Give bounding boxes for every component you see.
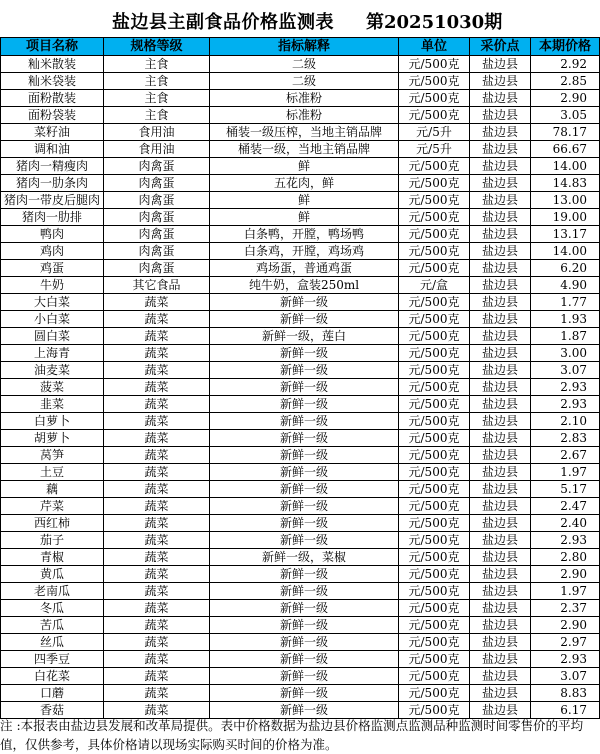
description-cell: 鲜 (210, 158, 399, 175)
description-cell: 新鲜一级 (210, 515, 399, 532)
table-header-row (1, 38, 600, 56)
location-cell: 盐边县 (470, 90, 531, 107)
report-title-row (0, 0, 600, 38)
item-name-cell: 调和油 (1, 141, 104, 158)
item-name-cell: 鸡肉 (1, 243, 104, 260)
location-cell: 盐边县 (470, 73, 531, 90)
table-row (1, 328, 600, 345)
item-name-cell: 大白菜 (1, 294, 104, 311)
unit-cell: 元/500克 (399, 498, 470, 515)
description-cell: 新鲜一级 (210, 430, 399, 447)
grade-cell: 蔬菜 (104, 685, 210, 702)
unit-cell: 元/500克 (399, 362, 470, 379)
table-row (1, 515, 600, 532)
table-row (1, 73, 600, 90)
table-row (1, 498, 600, 515)
grade-cell: 肉禽蛋 (104, 260, 210, 277)
location-cell: 盐边县 (470, 260, 531, 277)
price-cell: 2.93 (531, 379, 600, 396)
table-row (1, 209, 600, 226)
description-cell: 新鲜一级 (210, 413, 399, 430)
unit-cell: 元/500克 (399, 243, 470, 260)
grade-cell: 肉禽蛋 (104, 175, 210, 192)
price-cell: 1.97 (531, 583, 600, 600)
unit-cell: 元/500克 (399, 464, 470, 481)
item-name-cell: 上海青 (1, 345, 104, 362)
location-cell: 盐边县 (470, 277, 531, 294)
item-name-cell: 圆白菜 (1, 328, 104, 345)
price-cell: 19.00 (531, 209, 600, 226)
unit-cell: 元/500克 (399, 345, 470, 362)
table-row (1, 107, 600, 124)
description-cell: 新鲜一级 (210, 464, 399, 481)
table-row (1, 175, 600, 192)
location-cell: 盐边县 (470, 651, 531, 668)
grade-cell: 蔬菜 (104, 702, 210, 719)
location-cell: 盐边县 (470, 464, 531, 481)
unit-cell: 元/500克 (399, 549, 470, 566)
unit-cell: 元/盒 (399, 277, 470, 294)
description-cell: 新鲜一级 (210, 294, 399, 311)
description-cell: 鸡场蛋，普通鸡蛋 (210, 260, 399, 277)
unit-cell: 元/500克 (399, 634, 470, 651)
location-cell: 盐边县 (470, 685, 531, 702)
grade-cell: 主食 (104, 56, 210, 73)
location-cell: 盐边县 (470, 226, 531, 243)
description-cell: 五花肉，鲜 (210, 175, 399, 192)
price-cell: 3.07 (531, 668, 600, 685)
table-row (1, 447, 600, 464)
unit-cell: 元/500克 (399, 73, 470, 90)
item-name-cell: 鸭肉 (1, 226, 104, 243)
table-row (1, 379, 600, 396)
item-name-cell: 牛奶 (1, 277, 104, 294)
item-name-cell: 籼米散装 (1, 56, 104, 73)
table-row (1, 277, 600, 294)
location-cell: 盐边县 (470, 413, 531, 430)
unit-cell: 元/500克 (399, 192, 470, 209)
table-row (1, 430, 600, 447)
price-table (0, 37, 600, 719)
description-cell: 纯牛奶，盒装250ml (210, 277, 399, 294)
item-name-cell: 鸡蛋 (1, 260, 104, 277)
price-cell: 13.17 (531, 226, 600, 243)
table-row (1, 668, 600, 685)
unit-cell: 元/500克 (399, 651, 470, 668)
location-cell: 盐边县 (470, 192, 531, 209)
grade-cell: 蔬菜 (104, 515, 210, 532)
price-cell: 1.77 (531, 294, 600, 311)
location-cell: 盐边县 (470, 447, 531, 464)
table-row (1, 600, 600, 617)
unit-cell: 元/500克 (399, 226, 470, 243)
grade-cell: 主食 (104, 73, 210, 90)
price-cell: 4.90 (531, 277, 600, 294)
table-row (1, 413, 600, 430)
location-cell: 盐边县 (470, 515, 531, 532)
grade-cell: 蔬菜 (104, 566, 210, 583)
location-cell: 盐边县 (470, 396, 531, 413)
price-cell: 2.90 (531, 90, 600, 107)
location-cell: 盐边县 (470, 583, 531, 600)
location-cell: 盐边县 (470, 362, 531, 379)
price-cell: 2.93 (531, 532, 600, 549)
report-title: 盐边县主副食品价格监测表 (112, 12, 334, 33)
description-cell: 鲜 (210, 209, 399, 226)
location-cell: 盐边县 (470, 430, 531, 447)
location-cell: 盐边县 (470, 532, 531, 549)
description-cell: 标准粉 (210, 90, 399, 107)
description-cell: 新鲜一级 (210, 685, 399, 702)
table-row (1, 124, 600, 141)
unit-cell: 元/500克 (399, 481, 470, 498)
unit-cell: 元/500克 (399, 600, 470, 617)
location-cell: 盐边县 (470, 56, 531, 73)
description-cell: 新鲜一级，莲白 (210, 328, 399, 345)
item-name-cell: 猪肉一肋排 (1, 209, 104, 226)
grade-cell: 其它食品 (104, 277, 210, 294)
grade-cell: 蔬菜 (104, 413, 210, 430)
grade-cell: 肉禽蛋 (104, 226, 210, 243)
price-cell: 13.00 (531, 192, 600, 209)
grade-cell: 蔬菜 (104, 447, 210, 464)
description-cell: 新鲜一级 (210, 447, 399, 464)
item-name-cell: 黄瓜 (1, 566, 104, 583)
table-row (1, 566, 600, 583)
grade-cell: 食用油 (104, 124, 210, 141)
item-name-cell: 西红柿 (1, 515, 104, 532)
table-row (1, 651, 600, 668)
unit-cell: 元/500克 (399, 583, 470, 600)
item-name-cell: 白萝卜 (1, 413, 104, 430)
description-cell: 新鲜一级，菜椒 (210, 549, 399, 566)
item-name-cell: 老南瓜 (1, 583, 104, 600)
item-name-cell: 白花菜 (1, 668, 104, 685)
location-cell: 盐边县 (470, 328, 531, 345)
description-cell: 新鲜一级 (210, 651, 399, 668)
description-cell: 桶装一级压榨，当地主销品牌 (210, 124, 399, 141)
unit-cell: 元/500克 (399, 396, 470, 413)
grade-cell: 蔬菜 (104, 396, 210, 413)
grade-cell: 蔬菜 (104, 583, 210, 600)
grade-cell: 蔬菜 (104, 651, 210, 668)
column-header-description: 指标解释 (210, 38, 399, 56)
table-row (1, 260, 600, 277)
grade-cell: 食用油 (104, 141, 210, 158)
table-row (1, 226, 600, 243)
location-cell: 盐边县 (470, 345, 531, 362)
grade-cell: 蔬菜 (104, 379, 210, 396)
description-cell: 新鲜一级 (210, 481, 399, 498)
grade-cell: 蔬菜 (104, 430, 210, 447)
price-cell: 2.83 (531, 430, 600, 447)
price-cell: 2.37 (531, 600, 600, 617)
location-cell: 盐边县 (470, 668, 531, 685)
description-cell: 新鲜一级 (210, 566, 399, 583)
price-cell: 2.90 (531, 566, 600, 583)
item-name-cell: 猪肉一精瘦肉 (1, 158, 104, 175)
description-cell: 新鲜一级 (210, 345, 399, 362)
location-cell: 盐边县 (470, 634, 531, 651)
grade-cell: 蔬菜 (104, 668, 210, 685)
description-cell: 新鲜一级 (210, 532, 399, 549)
item-name-cell: 丝瓜 (1, 634, 104, 651)
unit-cell: 元/500克 (399, 617, 470, 634)
description-cell: 标准粉 (210, 107, 399, 124)
description-cell: 新鲜一级 (210, 702, 399, 719)
price-cell: 2.93 (531, 651, 600, 668)
table-row (1, 294, 600, 311)
price-cell: 2.97 (531, 634, 600, 651)
item-name-cell: 面粉散装 (1, 90, 104, 107)
price-cell: 3.07 (531, 362, 600, 379)
price-cell: 78.17 (531, 124, 600, 141)
price-cell: 1.97 (531, 464, 600, 481)
table-row (1, 158, 600, 175)
price-cell: 3.00 (531, 345, 600, 362)
price-cell: 6.17 (531, 702, 600, 719)
column-header-price: 本期价格 (531, 38, 600, 56)
item-name-cell: 韭菜 (1, 396, 104, 413)
item-name-cell: 口蘑 (1, 685, 104, 702)
report-period: 第20251030期 (366, 12, 503, 33)
table-row (1, 464, 600, 481)
table-row (1, 192, 600, 209)
item-name-cell: 莴笋 (1, 447, 104, 464)
grade-cell: 主食 (104, 90, 210, 107)
grade-cell: 蔬菜 (104, 617, 210, 634)
grade-cell: 蔬菜 (104, 294, 210, 311)
location-cell: 盐边县 (470, 566, 531, 583)
item-name-cell: 苦瓜 (1, 617, 104, 634)
table-row (1, 634, 600, 651)
unit-cell: 元/500克 (399, 702, 470, 719)
location-cell: 盐边县 (470, 549, 531, 566)
grade-cell: 肉禽蛋 (104, 158, 210, 175)
price-cell: 2.47 (531, 498, 600, 515)
price-cell: 2.93 (531, 396, 600, 413)
price-cell: 2.67 (531, 447, 600, 464)
unit-cell: 元/500克 (399, 430, 470, 447)
grade-cell: 蔬菜 (104, 345, 210, 362)
item-name-cell: 胡萝卜 (1, 430, 104, 447)
location-cell: 盐边县 (470, 379, 531, 396)
price-cell: 2.92 (531, 56, 600, 73)
grade-cell: 蔬菜 (104, 498, 210, 515)
location-cell: 盐边县 (470, 158, 531, 175)
grade-cell: 蔬菜 (104, 311, 210, 328)
item-name-cell: 猪肉一肋条肉 (1, 175, 104, 192)
price-cell: 66.67 (531, 141, 600, 158)
grade-cell: 蔬菜 (104, 481, 210, 498)
description-cell: 二级 (210, 73, 399, 90)
table-row (1, 583, 600, 600)
unit-cell: 元/500克 (399, 90, 470, 107)
unit-cell: 元/500克 (399, 260, 470, 277)
grade-cell: 肉禽蛋 (104, 209, 210, 226)
location-cell: 盐边县 (470, 175, 531, 192)
location-cell: 盐边县 (470, 294, 531, 311)
description-cell: 新鲜一级 (210, 498, 399, 515)
price-cell: 2.85 (531, 73, 600, 90)
item-name-cell: 四季豆 (1, 651, 104, 668)
column-header-location: 采价点 (470, 38, 531, 56)
description-cell: 鲜 (210, 192, 399, 209)
location-cell: 盐边县 (470, 243, 531, 260)
unit-cell: 元/500克 (399, 532, 470, 549)
unit-cell: 元/500克 (399, 311, 470, 328)
table-row (1, 481, 600, 498)
description-cell: 新鲜一级 (210, 668, 399, 685)
description-cell: 新鲜一级 (210, 617, 399, 634)
price-cell: 8.83 (531, 685, 600, 702)
column-header-unit: 单位 (399, 38, 470, 56)
price-cell: 5.17 (531, 481, 600, 498)
table-row (1, 56, 600, 73)
unit-cell: 元/5升 (399, 124, 470, 141)
unit-cell: 元/500克 (399, 413, 470, 430)
description-cell: 新鲜一级 (210, 396, 399, 413)
price-cell: 6.20 (531, 260, 600, 277)
price-cell: 14.00 (531, 158, 600, 175)
description-cell: 白条鸭，开膛，鸭场鸭 (210, 226, 399, 243)
location-cell: 盐边县 (470, 481, 531, 498)
footer-note: 注 :本报表由盐边县发展和改革局提供。表中价格数据为盐边县价格监测点监测品种监测时间零售价的平均值，仅供参考，具体价格请以现场实际购买时间的价格为准。 (0, 718, 584, 752)
description-cell: 二级 (210, 56, 399, 73)
item-name-cell: 猪肉一带皮后腿肉 (1, 192, 104, 209)
column-header-item-name: 项目名称 (1, 38, 104, 56)
location-cell: 盐边县 (470, 209, 531, 226)
unit-cell: 元/500克 (399, 294, 470, 311)
location-cell: 盐边县 (470, 141, 531, 158)
table-row (1, 345, 600, 362)
item-name-cell: 香菇 (1, 702, 104, 719)
grade-cell: 主食 (104, 107, 210, 124)
unit-cell: 元/500克 (399, 175, 470, 192)
table-row (1, 243, 600, 260)
unit-cell: 元/500克 (399, 56, 470, 73)
price-cell: 2.90 (531, 617, 600, 634)
price-cell: 14.83 (531, 175, 600, 192)
location-cell: 盐边县 (470, 600, 531, 617)
grade-cell: 蔬菜 (104, 600, 210, 617)
item-name-cell: 籼米袋装 (1, 73, 104, 90)
description-cell: 新鲜一级 (210, 634, 399, 651)
table-row (1, 617, 600, 634)
table-row (1, 685, 600, 702)
item-name-cell: 土豆 (1, 464, 104, 481)
description-cell: 白条鸡，开膛，鸡场鸡 (210, 243, 399, 260)
price-cell: 2.10 (531, 413, 600, 430)
price-cell: 3.05 (531, 107, 600, 124)
grade-cell: 肉禽蛋 (104, 243, 210, 260)
location-cell: 盐边县 (470, 311, 531, 328)
description-cell: 新鲜一级 (210, 583, 399, 600)
unit-cell: 元/500克 (399, 107, 470, 124)
table-row (1, 90, 600, 107)
location-cell: 盐边县 (470, 107, 531, 124)
description-cell: 新鲜一级 (210, 311, 399, 328)
description-cell: 新鲜一级 (210, 362, 399, 379)
location-cell: 盐边县 (470, 498, 531, 515)
item-name-cell: 小白菜 (1, 311, 104, 328)
price-cell: 1.87 (531, 328, 600, 345)
unit-cell: 元/500克 (399, 566, 470, 583)
table-body (1, 56, 600, 719)
unit-cell: 元/500克 (399, 447, 470, 464)
grade-cell: 蔬菜 (104, 464, 210, 481)
unit-cell: 元/500克 (399, 328, 470, 345)
item-name-cell: 油麦菜 (1, 362, 104, 379)
grade-cell: 蔬菜 (104, 549, 210, 566)
grade-cell: 蔬菜 (104, 328, 210, 345)
item-name-cell: 茄子 (1, 532, 104, 549)
table-row (1, 396, 600, 413)
unit-cell: 元/500克 (399, 668, 470, 685)
description-cell: 桶装一级，当地主销品牌 (210, 141, 399, 158)
price-cell: 14.00 (531, 243, 600, 260)
price-cell: 2.40 (531, 515, 600, 532)
location-cell: 盐边县 (470, 124, 531, 141)
unit-cell: 元/5升 (399, 141, 470, 158)
item-name-cell: 冬瓜 (1, 600, 104, 617)
item-name-cell: 芹菜 (1, 498, 104, 515)
price-cell: 2.80 (531, 549, 600, 566)
location-cell: 盐边县 (470, 702, 531, 719)
grade-cell: 蔬菜 (104, 634, 210, 651)
item-name-cell: 面粉袋装 (1, 107, 104, 124)
table-row (1, 311, 600, 328)
unit-cell: 元/500克 (399, 158, 470, 175)
grade-cell: 蔬菜 (104, 532, 210, 549)
description-cell: 新鲜一级 (210, 379, 399, 396)
table-row (1, 362, 600, 379)
description-cell: 新鲜一级 (210, 600, 399, 617)
location-cell: 盐边县 (470, 617, 531, 634)
unit-cell: 元/500克 (399, 379, 470, 396)
price-cell: 1.93 (531, 311, 600, 328)
item-name-cell: 菜籽油 (1, 124, 104, 141)
column-header-grade: 规格等级 (104, 38, 210, 56)
item-name-cell: 青椒 (1, 549, 104, 566)
item-name-cell: 菠菜 (1, 379, 104, 396)
unit-cell: 元/500克 (399, 209, 470, 226)
table-row (1, 141, 600, 158)
unit-cell: 元/500克 (399, 515, 470, 532)
item-name-cell: 藕 (1, 481, 104, 498)
grade-cell: 肉禽蛋 (104, 192, 210, 209)
unit-cell: 元/500克 (399, 685, 470, 702)
grade-cell: 蔬菜 (104, 362, 210, 379)
table-row (1, 532, 600, 549)
table-row (1, 549, 600, 566)
